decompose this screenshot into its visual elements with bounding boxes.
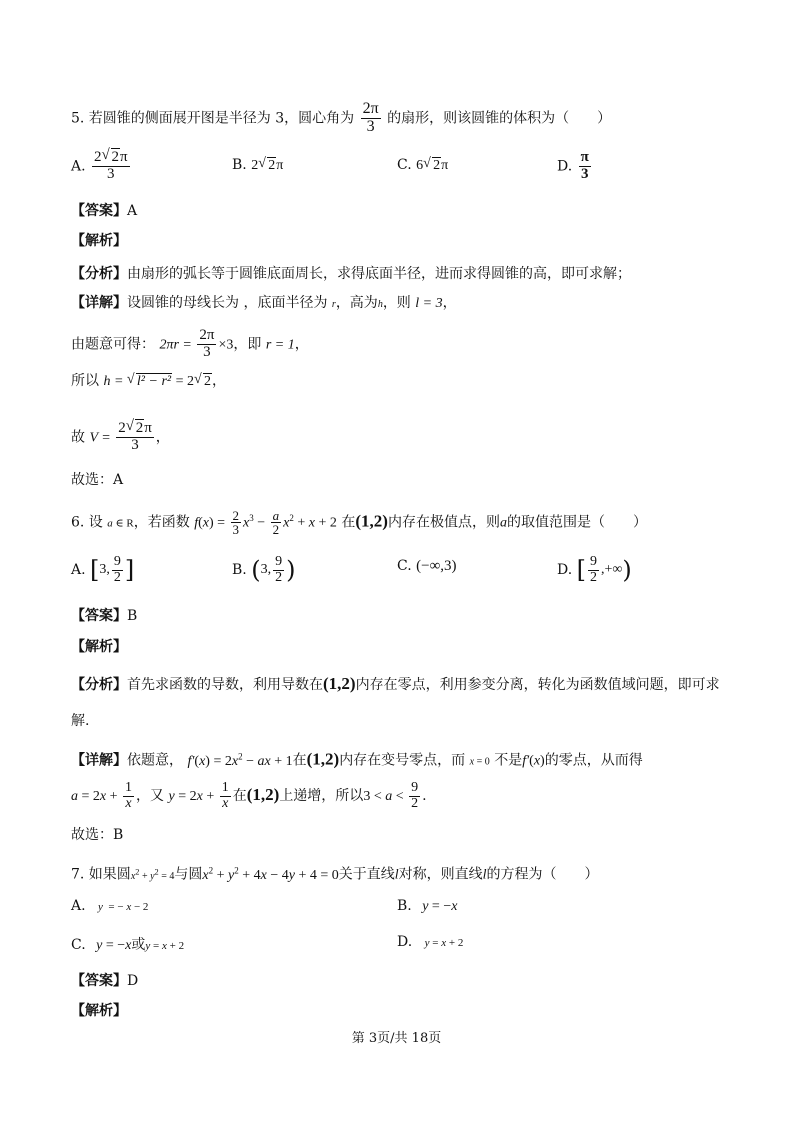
q5-option-d (557, 150, 593, 183)
fenxi-text-2: 内存在零点，利用参变分离，转化为函数值域问题，即可求 (355, 677, 720, 693)
q7-stem-text-4: 对称，则直线 (398, 866, 483, 883)
analysis-label: 【解析】 (71, 233, 127, 249)
line2-text-2: ，即 (233, 336, 262, 353)
q5-stem-text-1: 5. 若圆锥的侧面展开图是半径为 3，圆心角为 (71, 110, 355, 127)
eq-h: h = √ l² − r² = 2√ 2 (103, 374, 212, 389)
q7-stem-text-5: 的方程为（ ） (486, 866, 599, 883)
q6-fenxi-cont: 解. (71, 713, 90, 729)
xj2-text-1: ，又 (136, 788, 165, 805)
xiangjie-text-2: ，高为 (335, 295, 378, 311)
xiangjie-label: 【详解】 (71, 295, 127, 311)
answer-value: B (127, 608, 138, 624)
q5-xiangjie: 【详解】设圆锥的母线长为 ，底面半径为 r，高为h，则 l = 3， (71, 295, 457, 311)
q7-stem-text-3: 关于直线 (338, 866, 395, 883)
xj-text-1: 依题意， (127, 752, 183, 769)
q6-stem: 6. 设 a ∈ R，若函数 f(x) = $\frac{2}{3}$ $x^3$ − $\frac{a}{2}$ $x^2 + x + 2$ 在(1,2)内存在极值点，则a的取值范围是（ ） (71, 507, 647, 538)
xj-text-2: 在 (292, 752, 307, 769)
q6-xiangjie: 【详解】依题意， $f'(x) = 2x^2$ − ax + 1在(1,2)内存在变号零点，而 x = 0 不是f′(x)的零点，从而得 (71, 749, 643, 769)
fenxi-label: 【分析】 (71, 266, 127, 282)
option-letter: D. (397, 934, 413, 950)
line2-text-3: ， (294, 336, 309, 353)
line3-text-2: ， (212, 373, 226, 389)
eq-r: r = 1 (265, 337, 295, 353)
q5-angle-num: 2π (362, 100, 379, 117)
q6-stem-text-2: ，若函数 (133, 514, 190, 531)
eq-circumference: 2πr = (159, 337, 196, 353)
xj-text-4: 不是 (494, 752, 523, 769)
xj-text-3: 内存在变号零点，而 (339, 752, 466, 769)
eq-l: l = 3 (415, 296, 443, 311)
q6-option-c: C. (−∞,3) (397, 558, 457, 574)
xiangjie-text-4: ， (442, 295, 457, 311)
q5-option-d-value: $\frac{\pi}{3}$ (580, 149, 589, 182)
q6-choose: 故选：B (71, 827, 124, 843)
q5-option-c-value: 6√ 2π (416, 158, 448, 173)
xiangjie-text-1: 设圆锥的母线长为 ，底面半径为 (127, 295, 328, 311)
q7-option-a: A. y = − x − 2 (71, 898, 149, 914)
xiangjie-label: 【详解】 (71, 752, 127, 769)
option-letter: A. (71, 158, 86, 175)
q7-option-b: B. y = −x (397, 898, 458, 914)
xj2-text-4: . (422, 788, 427, 805)
q5-answer (71, 201, 137, 221)
q7-stem: 7. 如果圆$x^2 + y^2 = 4$与圆$x^2 + y^2 + 4x - 4y + 4 = 0$关于直线l对称，则直线l的方程为（ ） (71, 865, 599, 883)
q6-fenxi: 【分析】首先求函数的导数，利用导数在(1,2)内存在零点，利用参变分离，转化为函数值域问题，即可求 (71, 674, 720, 693)
q7-answer (71, 971, 138, 991)
option-letter: D. (557, 158, 573, 175)
q5-option-b (232, 157, 283, 174)
option-letter: D. (557, 562, 573, 579)
q5-line3 (71, 371, 226, 392)
analysis-label: 【解析】 (71, 1003, 127, 1019)
option-letter: A. (71, 562, 86, 579)
q7-stem-text-2: 与圆 (174, 866, 203, 883)
q6-stem-text-1: 6. 设 (71, 514, 103, 531)
fenxi-text: 由扇形的弧长等于圆锥底面周长，求得底面半径，进而求得圆锥的高，即可求解； (127, 266, 631, 282)
q6-stem-text-4: 内存在极值点，则 (387, 514, 500, 531)
answer-label: 【答案】 (71, 973, 127, 989)
q5-angle-den: 3 (366, 117, 375, 135)
answer-value: D (127, 973, 139, 989)
line3-text-1: 所以 (71, 373, 99, 389)
q6-answer (71, 606, 137, 626)
q5-option-b-value: 2√ 2π (251, 158, 283, 173)
q5-option-a-value: $\frac{2√ 2\pi}{3}$ (92, 150, 130, 183)
answer-value: A (127, 203, 138, 219)
q6-stem-text-3: 在 (341, 514, 356, 531)
fenxi-label: 【分析】 (71, 677, 127, 693)
q6-option-a: A. [3, $\frac{9}{2}$ ] (71, 554, 135, 585)
q5-option-c (397, 157, 448, 174)
line4-text-1: 故 (71, 429, 85, 446)
q5-line4: 故 V = $\frac{2√ 2\pi}{3}$ ， (71, 421, 170, 454)
eq-volume: V = (89, 430, 115, 446)
xj2-text-3: 上递增，所以 (279, 788, 364, 805)
q7-option-c: C. y = −x或y = x + 2 (71, 937, 185, 953)
q5-fenxi (71, 264, 631, 284)
q6-option-b: B. (3, $\frac{9}{2}$ ) (232, 554, 296, 585)
q7-option-d: D. y = x + 2 (397, 934, 464, 950)
q7-stem-text-1: 7. 如果圆 (71, 866, 131, 883)
q6-stem-text-5: 的取值范围是（ ） (506, 514, 647, 531)
q5-line2: 由题意可得： 2πr = $\frac{2\pi}{3}$ ×3，即 r = 1， (71, 327, 309, 360)
option-letter: C. (71, 937, 86, 953)
line4-text-2: ， (155, 429, 170, 446)
fenxi-text-1: 首先求函数的导数，利用导数在 (127, 677, 323, 693)
q7-option-c-or: 或 (131, 937, 146, 953)
page-footer: 第 3页/共 18页 (351, 1031, 442, 1046)
line2-text-1: 由题意可得： (71, 336, 155, 353)
xiangjie-text-3: ，则 (382, 295, 411, 311)
q5-stem (71, 101, 611, 136)
q6-option-d: D. [ $\frac{9}{2}$ ,+∞) (557, 554, 632, 585)
option-letter: B. (232, 157, 247, 173)
analysis-label: 【解析】 (71, 639, 127, 655)
xj2-text-2: 在 (232, 788, 247, 805)
answer-label: 【答案】 (71, 203, 127, 219)
option-letter: C. (397, 157, 412, 173)
option-letter: C. (397, 558, 412, 574)
option-letter: A. (71, 898, 86, 914)
q5-choose: 故选：A (71, 472, 124, 488)
q5-stem-text-2: 的扇形，则该圆锥的体积为（ ） (387, 110, 612, 127)
xj-text-5: 的零点，从而得 (544, 752, 643, 769)
q6-derivative: $f'(x) = 2x^2$ − ax + 1 (187, 751, 293, 769)
q6-xiangjie-2: a = 2x + $\frac{1}{x}$ ，又 y = 2x + $\frac{1}{x}$ 在(1,2)上递增，所以3 < a < $\frac{9}{2}$ . (71, 780, 427, 811)
option-letter: B. (397, 898, 412, 914)
option-letter: B. (232, 562, 247, 579)
q5-option-a (71, 150, 132, 183)
q5-angle-fraction (361, 101, 381, 136)
answer-label: 【答案】 (71, 608, 127, 624)
q6-function: f(x) = (194, 515, 229, 531)
